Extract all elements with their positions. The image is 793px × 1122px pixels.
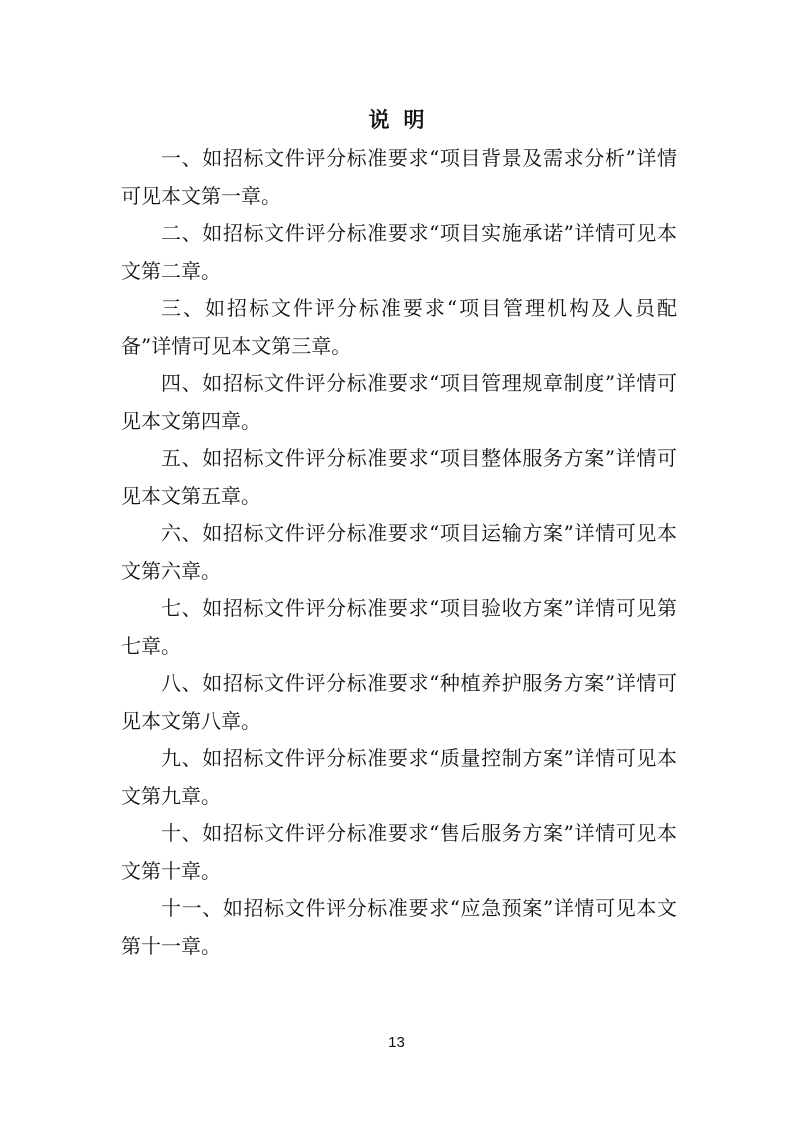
paragraph-1: 一、如招标文件评分标准要求“项目背景及需求分析”详情可见本文第一章。	[121, 146, 677, 208]
paragraph-8: 八、如招标文件评分标准要求“种植养护服务方案”详情可见本文第八章。	[121, 671, 677, 733]
paragraph-3: 三、如招标文件评分标准要求“项目管理机构及人员配备”详情可见本文第三章。	[121, 296, 677, 358]
document-body	[121, 140, 677, 965]
paragraph-11: 十一、如招标文件评分标准要求“应急预案”详情可见本文第十一章。	[121, 896, 677, 958]
paragraph-2: 二、如招标文件评分标准要求“项目实施承诺”详情可见本文第二章。	[121, 221, 677, 283]
paragraph-4: 四、如招标文件评分标准要求“项目管理规章制度”详情可见本文第四章。	[121, 371, 677, 433]
paragraph-7: 七、如招标文件评分标准要求“项目验收方案”详情可见第七章。	[121, 596, 677, 658]
paragraph-5: 五、如招标文件评分标准要求“项目整体服务方案”详情可见本文第五章。	[121, 446, 677, 508]
title-char-1: 说	[368, 108, 390, 132]
page-title	[0, 102, 793, 138]
title-char-2: 明	[403, 108, 425, 132]
page-number: 13	[388, 1034, 405, 1051]
paragraph-6: 六、如招标文件评分标准要求“项目运输方案”详情可见本文第六章。	[121, 521, 677, 583]
paragraph-9: 九、如招标文件评分标准要求“质量控制方案”详情可见本文第九章。	[121, 746, 677, 808]
paragraph-10: 十、如招标文件评分标准要求“售后服务方案”详情可见本文第十章。	[121, 821, 677, 883]
